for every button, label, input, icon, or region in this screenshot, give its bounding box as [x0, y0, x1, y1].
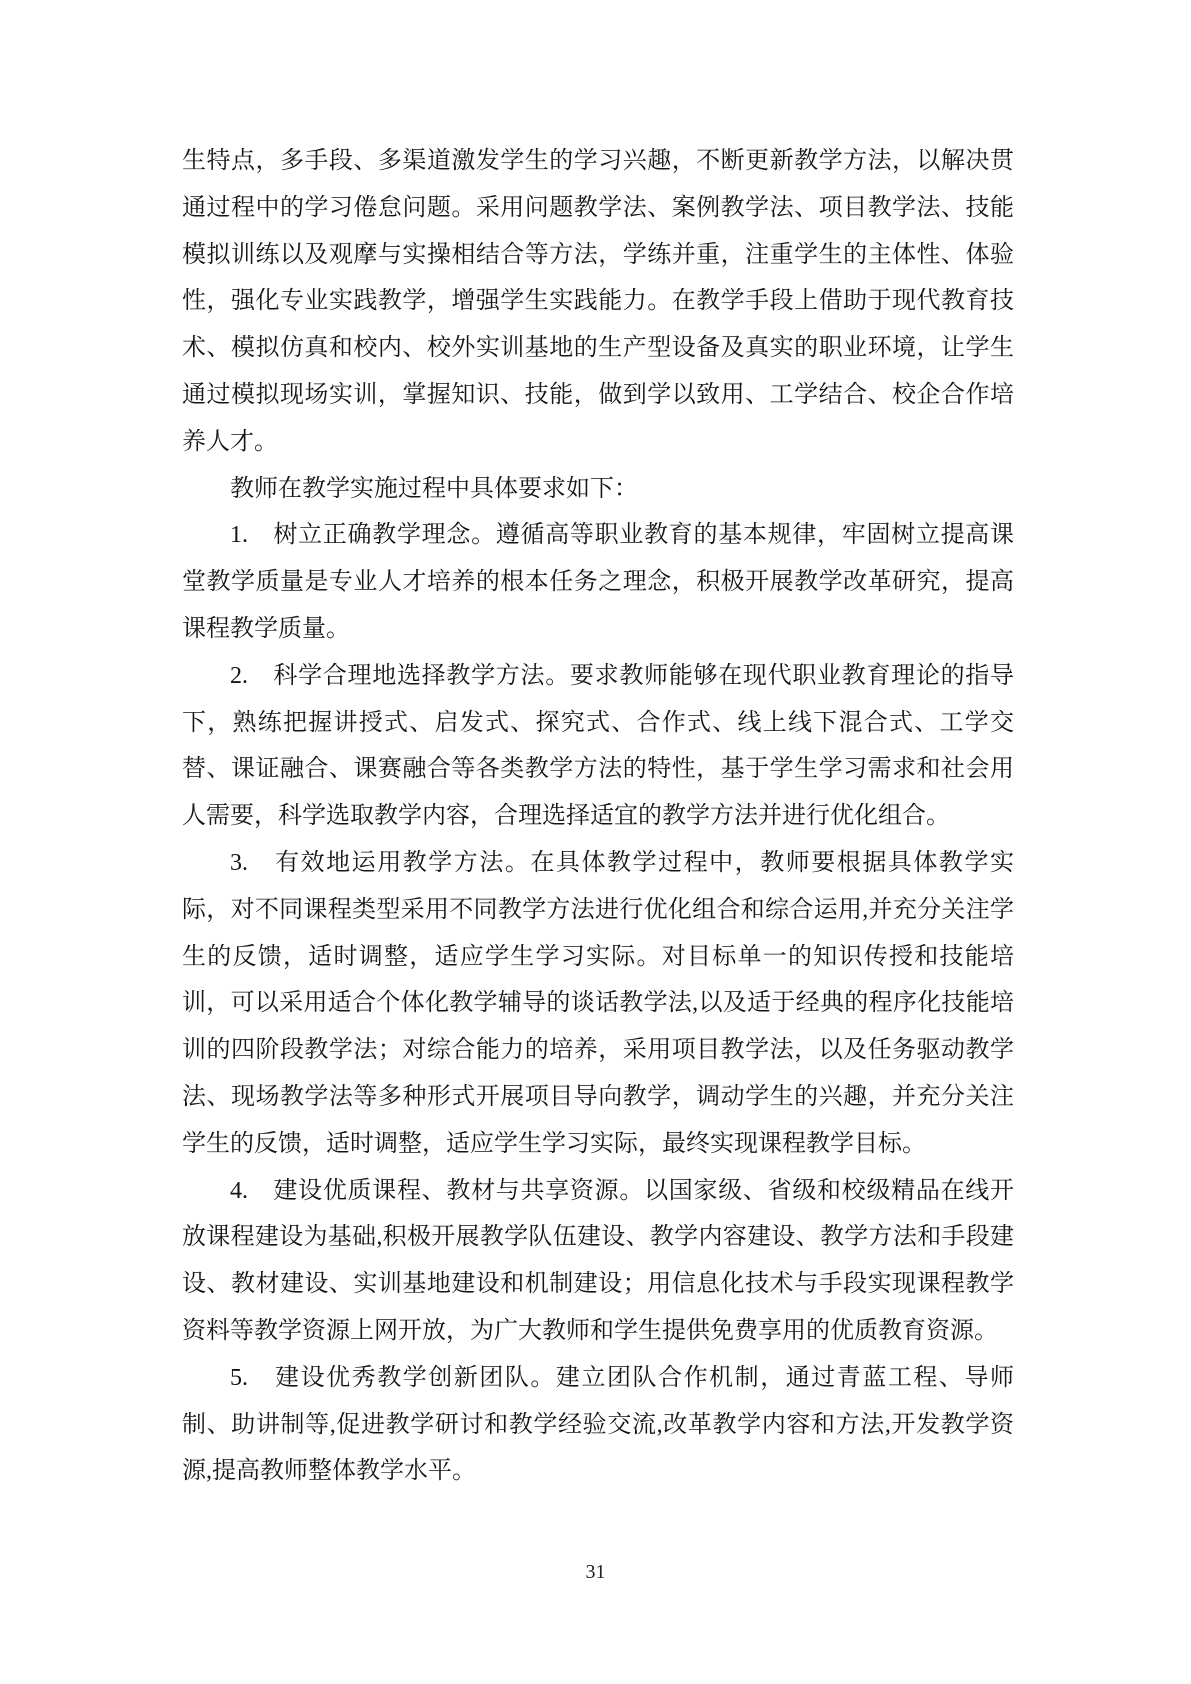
paragraph-continued: 生特点，多手段、多渠道激发学生的学习兴趣，不断更新教学方法，以解决贯通过程中的学习倦怠问题。采用问题教学法、案例教学法、项目教学法、技能模拟训练以及观摩与实操相结合等方法，学练并重，注重学生的主体性、体验性，强化专业实践教学，增强学生实践能力。在教学手段上借助于现代教育技术、模拟仿真和校内、校外实训基地的生产型设备及真实的职业环境，让学生通过模拟现场实训，掌握知识、技能，做到学以致用、工学结合、校企合作培养人才。	[182, 148, 1014, 455]
paragraph-item-3: 3. 有效地运用教学方法。在具体教学过程中，教师要根据具体教学实际，对不同课程类型采用不同教学方法进行优化组合和综合运用,并充分关注学生的反馈，适时调整，适应学生学习实际。对目标单一的知识传授和技能培训，可以采用适合个体化教学辅导的谈话教学法,以及适于经典的程序化技能培训的四阶段教学法；对综合能力的培养，采用项目教学法，以及任务驱动教学法、现场教学法等多种形式开展项目导向教学，调动学生的兴趣，并充分关注学生的反馈，适时调整，适应学生学习实际，最终实现课程教学目标。	[182, 849, 1014, 1157]
paragraph-item-4: 4. 建设优质课程、教材与共享资源。以国家级、省级和校级精品在线开放课程建设为基础,积极开展教学队伍建设、教学内容建设、教学方法和手段建设、教材建设、实训基地建设和机制建设；用信息化技术与手段实现课程教学资料等教学资源上网开放，为广大教师和学生提供免费享用的优质教育资源。	[182, 1177, 1014, 1344]
paragraph-requirements-intro: 教师在教学实施过程中具体要求如下：	[230, 475, 638, 502]
page-footer	[0, 1560, 1191, 1584]
paragraph-item-2: 2. 科学合理地选择教学方法。要求教师能够在现代职业教育理论的指导下，熟练把握讲授式、启发式、探究式、合作式、线上线下混合式、工学交替、课证融合、课赛融合等各类教学方法的特性，基于学生学习需求和社会用人需要，科学选取教学内容，合理选择适宜的教学方法并进行优化组合。	[182, 662, 1014, 830]
page-number: 31	[585, 1561, 606, 1583]
paragraph-item-1: 1. 树立正确教学理念。遵循高等职业教育的基本规律，牢固树立提高课堂教学质量是专业人才培养的根本任务之理念，积极开展教学改革研究，提高课程教学质量。	[182, 522, 1014, 642]
paragraph-item-5: 5. 建设优秀教学创新团队。建立团队合作机制，通过青蓝工程、导师制、助讲制等,促进教学研讨和教学经验交流,改革教学内容和方法,开发教学资源,提高教师整体教学水平。	[182, 1364, 1014, 1485]
document-body	[182, 138, 1014, 1495]
